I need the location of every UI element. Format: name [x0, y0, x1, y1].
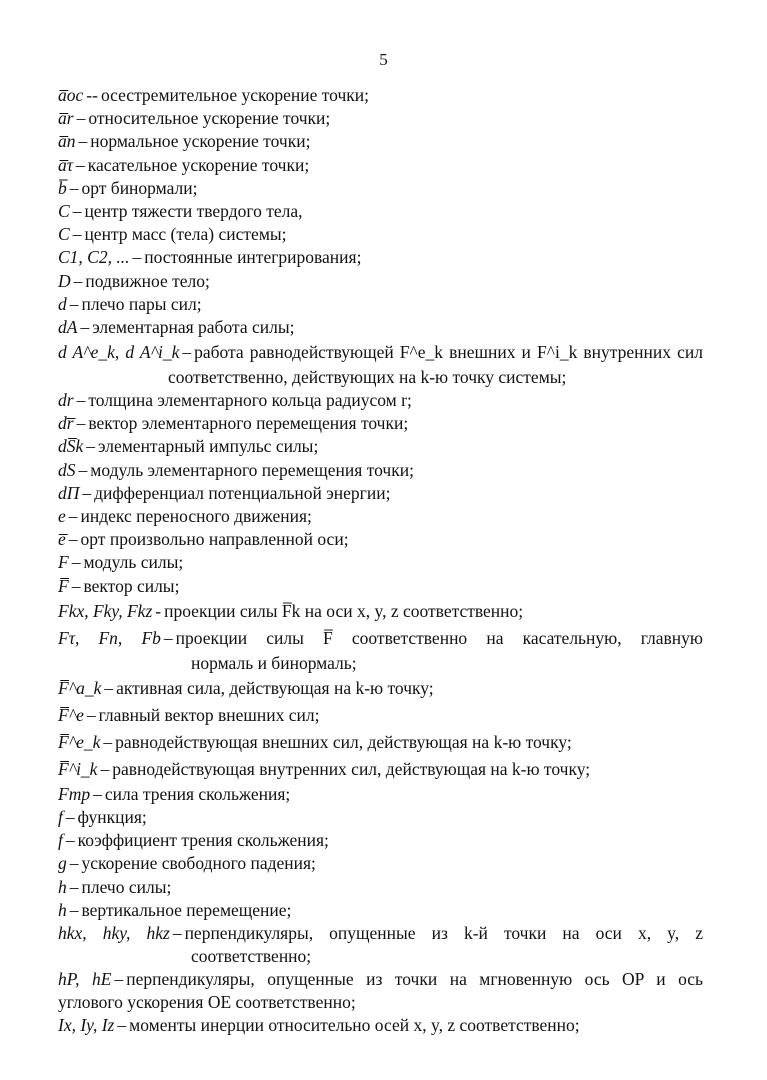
notation-entry [58, 528, 703, 551]
entry-symbol: dr [58, 390, 74, 411]
notation-entry [58, 625, 703, 652]
notation-entry [58, 899, 703, 922]
notation-entry [58, 968, 703, 991]
entry-description: элементарная работа силы; [92, 316, 295, 337]
notation-entry [58, 829, 703, 852]
entry-symbol: e [58, 506, 66, 526]
entry-symbol: d [58, 293, 67, 314]
entry-dash: – [65, 830, 75, 851]
page-number: 5 [379, 50, 388, 69]
notation-entry [58, 783, 703, 806]
notation-entry [58, 876, 703, 899]
entry-symbol: a̅τ [58, 154, 74, 175]
entry-symbol: F [58, 552, 69, 573]
entry-dash: – [69, 876, 79, 897]
entry-description: подвижное тело; [85, 270, 210, 291]
entry-dash: – [104, 677, 114, 698]
entry-description: плечо пары сил; [81, 293, 202, 314]
entry-description: постоянные интегрирования; [144, 247, 362, 268]
notation-entry [58, 675, 703, 702]
entry-dash: -- [86, 85, 98, 105]
entry-symbol: F̅ [58, 575, 69, 596]
entry-description: модуль силы; [83, 552, 184, 573]
entry-dash: – [80, 316, 90, 337]
entry-description: индекс переносного движения; [80, 506, 312, 526]
entry-description: проекции силы F̅ соответственно на касательную, главную [175, 627, 703, 648]
entry-dash: – [69, 293, 79, 314]
entry-description-continuation: соответственно; [191, 946, 312, 967]
entry-symbol: hP, hE [58, 969, 112, 990]
entry-dash: – [72, 200, 82, 221]
notation-entry [58, 316, 703, 339]
entry-symbol: Fтр [58, 783, 91, 804]
entry-symbol: dS̅k [58, 436, 84, 457]
entry-dash: – [76, 154, 85, 175]
entry-dash: - [155, 600, 162, 621]
entry-description: проекции силы F̅k на оси x, y, z соответственно; [164, 600, 524, 621]
notation-entry [58, 505, 703, 528]
entry-symbol: a̅n [58, 131, 76, 152]
entry-description: центр масс (тела) системы; [84, 224, 287, 245]
entry-description-continuation: соответственно, действующих на k-ю точку системы; [168, 367, 567, 388]
entry-description: сила трения скольжения; [104, 783, 291, 804]
entry-symbol: a̅r [58, 108, 74, 129]
entry-description: модуль элементарного перемещения точки; [90, 459, 414, 480]
entry-description: орт бинормали; [81, 177, 198, 198]
entry-dash: – [69, 177, 79, 198]
entry-symbol: D [58, 270, 71, 291]
entry-symbol: e̅ [58, 529, 66, 550]
entry-symbol: C [58, 224, 70, 245]
entry-dash: – [86, 704, 96, 725]
entry-description: коэффициент трения скольжения; [77, 830, 329, 851]
entry-description: равнодействующая внутренних сил, действующая на k-ю точку; [112, 758, 591, 779]
notation-entry [58, 270, 703, 293]
entry-dash: – [65, 806, 75, 827]
entry-dash: – [78, 131, 88, 152]
entry-description: толщина элементарного кольца радиусом r; [88, 390, 412, 411]
entry-symbol: dП [58, 482, 80, 503]
entry-dash: – [132, 247, 142, 268]
entry-symbol: F̅^i_k [58, 758, 98, 779]
entry-symbol: Fτ, Fn, Fb [58, 627, 161, 648]
notation-entry [58, 756, 703, 783]
notation-entry [58, 575, 703, 598]
entry-description: относительное ускорение точки; [88, 108, 331, 129]
entry-symbol: dr̅ [58, 413, 74, 434]
entry-dash: – [117, 1015, 127, 1036]
entry-description: ускорение свободного падения; [81, 853, 316, 874]
entry-symbol: dA [58, 316, 78, 337]
entry-symbol: h [58, 876, 67, 897]
entry-description: элементарный импульс силы; [98, 436, 319, 457]
notation-entry [58, 84, 703, 107]
entry-description: центр тяжести твердого тела, [84, 200, 303, 221]
entry-description: перпендикуляры, опущенные из k-й точки на оси x, y, z [184, 922, 703, 943]
entry-dash: – [69, 899, 79, 920]
notation-entry [58, 922, 703, 945]
entry-description: орт произвольно направленной оси; [80, 529, 349, 550]
notation-entry [58, 551, 703, 574]
notation-entry [58, 852, 703, 875]
entry-symbol: h [58, 899, 67, 920]
entry-symbol: Ix, Iy, Iz [58, 1015, 115, 1036]
entry-description: главный вектор внешних сил; [98, 704, 320, 725]
entry-symbol: C1, C2, ... [58, 247, 130, 268]
entry-description: осестремительное ускорение точки; [100, 85, 370, 105]
entry-description-continuation: нормаль и бинормаль; [191, 652, 357, 673]
entry-symbol: C [58, 200, 70, 221]
entry-symbol: hkx, hky, hkz [58, 922, 170, 943]
entry-dash: – [72, 224, 82, 245]
notation-entry [58, 459, 703, 482]
notation-entry [58, 806, 703, 829]
entry-description: моменты инерции относительно осей x, y, z соответственно; [129, 1015, 580, 1036]
notation-entry [58, 107, 703, 130]
entry-description: функция; [77, 806, 147, 827]
notation-list [58, 84, 703, 1037]
entry-symbol: d A^e_k, d A^i_k [58, 342, 180, 363]
notation-entry [58, 154, 703, 177]
notation-entry [58, 702, 703, 729]
notation-entry [58, 200, 703, 223]
entry-dash: – [93, 783, 102, 804]
entry-description: перпендикуляры, опущенные из точки на мгновенную ось OP и ось [126, 969, 704, 990]
notation-entry [58, 1014, 703, 1037]
notation-entry [58, 729, 703, 756]
entry-description: равнодействующая внешних сил, действующая на k-ю точку; [115, 731, 572, 752]
entry-description: вектор силы; [83, 575, 180, 596]
entry-symbol: F̅^a_k [58, 677, 102, 698]
entry-symbol: a̅ос [58, 85, 84, 105]
entry-symbol: dS [58, 459, 76, 480]
entry-symbol: g [58, 853, 67, 874]
notation-entry [58, 412, 703, 435]
entry-dash: – [163, 627, 173, 648]
entry-symbol: b̅ [58, 177, 67, 198]
notation-entry [58, 293, 703, 316]
entry-dash: – [69, 853, 79, 874]
entry-description: нормальное ускорение точки; [90, 131, 311, 152]
notation-entry [58, 482, 703, 505]
entry-dash: – [100, 758, 110, 779]
entry-dash: – [172, 922, 182, 943]
notation-entry [58, 177, 703, 200]
notation-entry [58, 598, 703, 625]
entry-dash: – [73, 270, 83, 291]
entry-symbol: F̅^e [58, 704, 84, 725]
entry-dash: – [76, 108, 86, 129]
entry-dash: – [71, 575, 81, 596]
notation-entry [58, 223, 703, 246]
entry-description: активная сила, действующая на k-ю точку; [116, 677, 434, 698]
entry-dash: – [76, 390, 86, 411]
entry-description-continuation: углового ускорения OE соответственно; [58, 992, 356, 1013]
entry-dash: – [182, 342, 192, 363]
entry-dash: – [68, 529, 78, 550]
entry-dash: – [68, 506, 78, 526]
entry-description: вертикальное перемещение; [81, 899, 292, 920]
entry-symbol: F̅^e_k [58, 731, 101, 752]
notation-entry [58, 130, 703, 153]
entry-description: вектор элементарного перемещения точки; [88, 413, 409, 434]
notation-entry [58, 435, 703, 458]
entry-symbol: f [58, 830, 63, 851]
entry-dash: – [114, 969, 124, 990]
entry-dash: – [71, 552, 81, 573]
entry-dash: – [86, 436, 96, 457]
entry-dash: – [82, 482, 92, 503]
notation-entry [58, 389, 703, 412]
entry-dash: – [78, 459, 88, 480]
entry-dash: – [76, 413, 86, 434]
entry-description: плечо силы; [81, 876, 172, 897]
notation-entry [58, 246, 703, 269]
entry-dash: – [103, 731, 113, 752]
entry-description: работа равнодействующей F^e_k внешних и F^i_k внутренних сил [194, 342, 703, 363]
entry-symbol: f [58, 806, 63, 827]
entry-symbol: Fkx, Fky, Fkz [58, 600, 153, 621]
entry-description: касательное ускорение точки; [87, 154, 310, 175]
entry-description: дифференциал потенциальной энергии; [94, 482, 391, 503]
notation-entry [58, 339, 703, 366]
